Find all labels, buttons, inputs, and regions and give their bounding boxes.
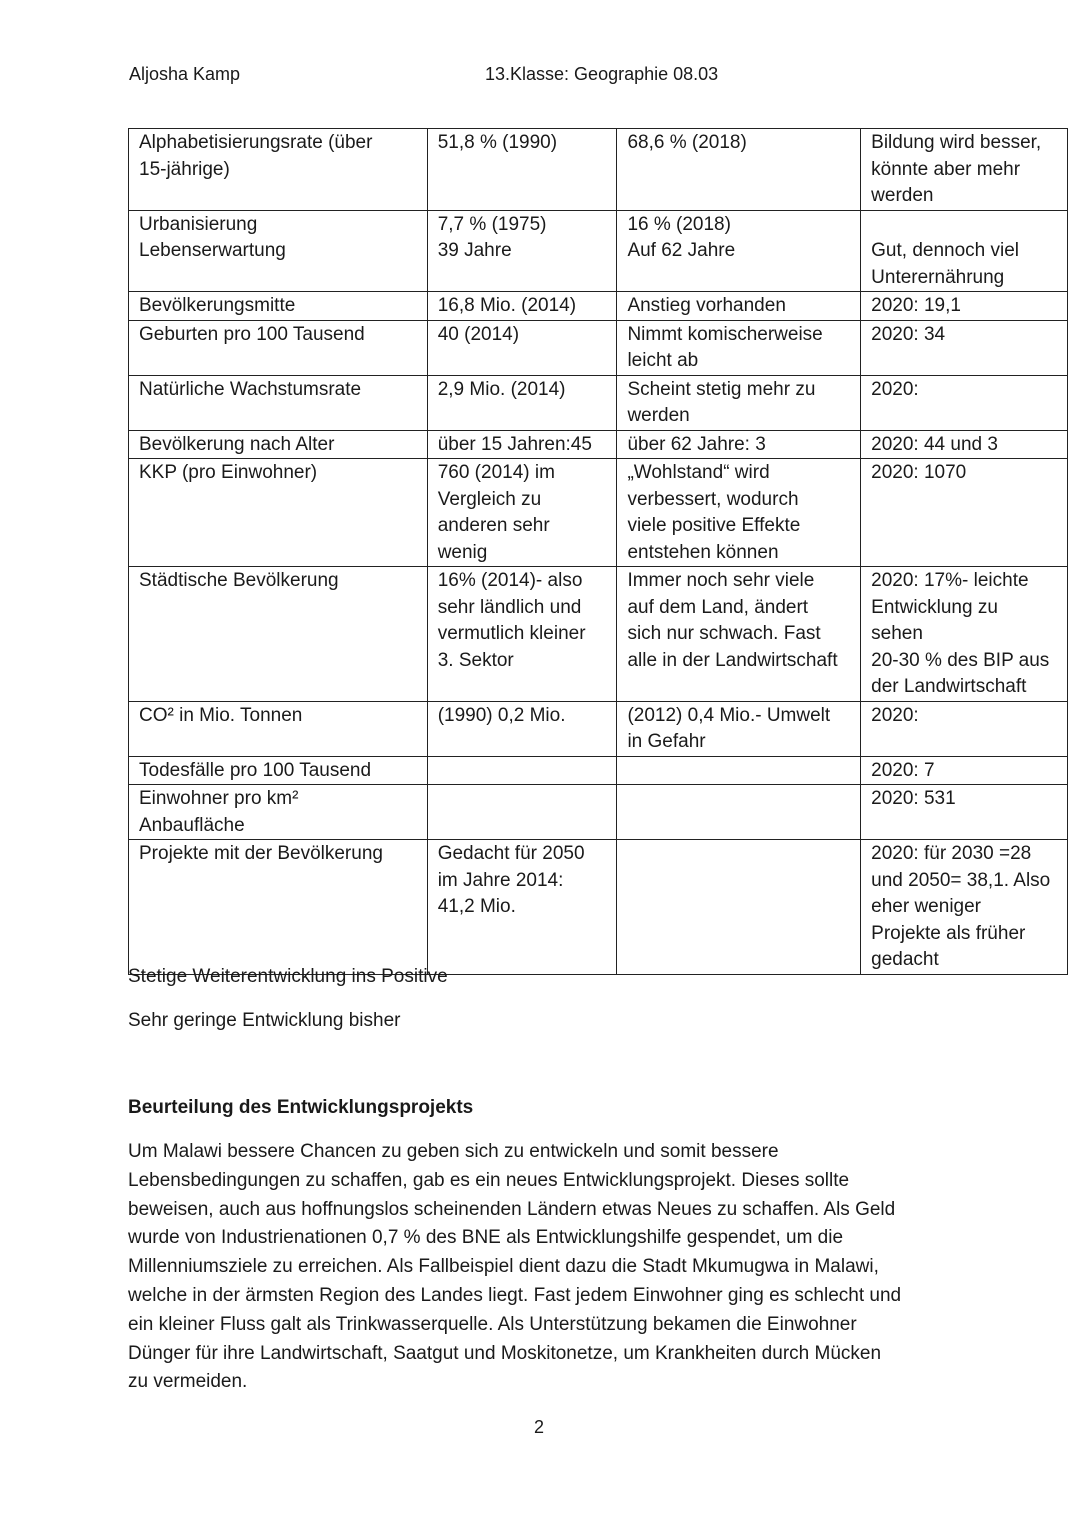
cell-text-line: könnte aber mehr — [871, 158, 1021, 180]
table-cell-assessment-2020 — [861, 210, 1068, 292]
cell-text-line: 2020: 1070 — [871, 462, 967, 483]
cell-text-line: anderen sehr — [437, 515, 550, 536]
cell-text-line: 51,8 % (1990) — [437, 132, 558, 153]
cell-text-line: Gut, dennoch viel — [871, 240, 1020, 261]
table-cell-value-early — [427, 459, 617, 567]
table-cell-indicator-label — [129, 375, 428, 430]
cell-text-line: 39 Jahre — [437, 240, 512, 261]
cell-text-line: Unterernährung — [871, 266, 1005, 288]
table-cell-value-late — [617, 756, 861, 785]
cell-text-line: 2020: 7 — [871, 759, 935, 781]
table-cell-value-late — [617, 210, 861, 292]
paragraph-line: wurde von Industrienationen 0,7 % des BNE als Entwicklungshilfe gespendet, um die — [128, 1227, 844, 1249]
table-cell-value-late — [617, 785, 861, 840]
cell-text-line — [627, 758, 852, 785]
table-row — [129, 701, 1068, 756]
table-cell-assessment-2020 — [861, 840, 1068, 975]
table-cell-assessment-2020 — [861, 320, 1068, 375]
table-cell-assessment-2020 — [861, 701, 1068, 756]
cell-text-line: entstehen können — [627, 541, 779, 563]
cell-text-line — [438, 786, 609, 813]
table-cell-indicator-label — [129, 210, 428, 292]
table-cell-value-late — [617, 701, 861, 756]
note-slow: Sehr geringe Entwicklung bisher — [128, 1010, 401, 1031]
cell-text-line: sehr ländlich und — [437, 596, 582, 618]
paragraph-line: Lebensbedingungen zu schaffen, gab es ein neues Entwicklungsprojekt. Dieses sollte — [128, 1169, 850, 1191]
cell-text-line: 40 (2014) — [437, 323, 520, 345]
cell-text-line: Scheint stetig mehr zu — [627, 378, 816, 400]
page-number: 2 — [534, 1417, 545, 1437]
cell-text-line: Nimmt komischerweise — [627, 323, 823, 345]
table-cell-indicator-label — [129, 459, 428, 567]
table-cell-value-late — [617, 375, 861, 430]
table-cell-indicator-label — [129, 785, 428, 840]
cell-text-line: leicht ab — [627, 350, 699, 371]
indicator-table-body — [129, 129, 1068, 975]
table-cell-assessment-2020 — [861, 375, 1068, 430]
cell-text-line: im Jahre 2014: — [437, 869, 564, 891]
cell-text-line: viele positive Effekte — [627, 515, 801, 536]
cell-text-line: sehen — [871, 623, 923, 644]
table-cell-value-early — [427, 840, 617, 975]
cell-text-line: über 15 Jahren:45 — [437, 433, 592, 455]
cell-text-line: 2020: — [871, 704, 919, 726]
paragraph-line: Millenniumsziele zu erreichen. Als Fallbeispiel dient dazu die Stadt Mkumugwa in Malawi, — [128, 1256, 879, 1278]
paragraph-line: ein kleiner Fluss galt als Trinkwasserquelle. Als Unterstützung bekamen die Einwohner — [128, 1313, 857, 1335]
table-cell-assessment-2020 — [861, 785, 1068, 840]
table-row — [129, 375, 1068, 430]
cell-text-line: 2020: 34 — [871, 323, 946, 345]
cell-text-line: 760 (2014) im — [437, 462, 555, 483]
table-cell-value-late — [617, 840, 861, 975]
cell-text-line: (1990) 0,2 Mio. — [437, 704, 566, 726]
table-cell-value-late — [617, 292, 861, 321]
cell-text-line — [871, 212, 1059, 239]
cell-text-line: in Gefahr — [627, 731, 706, 752]
cell-text-line: „Wohlstand“ wird — [627, 462, 770, 483]
paragraph-line: Um Malawi bessere Chancen zu geben sich zu entwickeln und somit bessere — [128, 1141, 779, 1162]
cell-text-line: 2020: 17%- leichte — [871, 570, 1029, 591]
cell-text-line: KKP (pro Einwohner) — [139, 462, 318, 483]
cell-text-line: Geburten pro 100 Tausend — [139, 323, 365, 345]
table-cell-value-late — [617, 567, 861, 702]
paragraph-line: beweisen, auch aus hoffnungslos scheinenden Ländern etwas Neues zu schaffen. Als Geld — [128, 1198, 896, 1220]
table-row — [129, 129, 1068, 211]
indicator-table — [128, 128, 1068, 975]
cell-text-line: Natürliche Wachstumsrate — [139, 378, 362, 400]
cell-text-line: 16% (2014)- also — [437, 570, 583, 591]
cell-text-line: Anbaufläche — [139, 814, 245, 836]
table-cell-value-early — [427, 320, 617, 375]
table-cell-value-early — [427, 567, 617, 702]
cell-text-line: werden — [871, 185, 934, 206]
table-row — [129, 756, 1068, 785]
cell-text-line: Auf 62 Jahre — [627, 240, 736, 261]
section-paragraph — [128, 1138, 948, 1397]
cell-text-line — [627, 841, 852, 868]
table-cell-indicator-label — [129, 840, 428, 975]
note-positive: Stetige Weiterentwicklung ins Positive — [128, 966, 448, 987]
table-cell-value-early — [427, 701, 617, 756]
cell-text-line: Bevölkerungsmitte — [139, 295, 296, 316]
cell-text-line: 16,8 Mio. (2014) — [437, 295, 577, 316]
table-cell-indicator-label — [129, 129, 428, 211]
cell-text-line: 16 % (2018) — [627, 213, 731, 235]
cell-text-line: CO² in Mio. Tonnen — [139, 704, 303, 726]
cell-text-line — [438, 758, 609, 785]
table-cell-indicator-label — [129, 701, 428, 756]
cell-text-line: 15-jährige) — [139, 158, 230, 180]
course-title: 13.Klasse: Geographie 08.03 — [485, 64, 719, 84]
table-cell-value-early — [427, 756, 617, 785]
cell-text-line: Städtische Bevölkerung — [139, 570, 339, 591]
cell-text-line: Lebenserwartung — [139, 240, 286, 261]
table-cell-indicator-label — [129, 292, 428, 321]
cell-text-line: der Landwirtschaft — [871, 676, 1027, 697]
cell-text-line: 2020: 531 — [871, 788, 956, 809]
cell-text-line: Vergleich zu — [437, 488, 542, 510]
table-cell-value-early — [427, 129, 617, 211]
table-cell-assessment-2020 — [861, 292, 1068, 321]
section-heading: Beurteilung des Entwicklungsprojekts — [128, 1097, 474, 1118]
cell-text-line: 2020: 19,1 — [871, 295, 961, 316]
cell-text-line: 68,6 % (2018) — [627, 132, 747, 153]
cell-text-line: alle in der Landwirtschaft — [627, 649, 838, 671]
cell-text-line: Einwohner pro km² — [139, 788, 299, 809]
table-cell-value-early — [427, 375, 617, 430]
cell-text-line: werden — [627, 405, 690, 426]
table-row — [129, 459, 1068, 567]
table-row — [129, 210, 1068, 292]
table-row — [129, 292, 1068, 321]
cell-text-line: Urbanisierung — [139, 213, 258, 235]
cell-text-line: 2020: — [871, 378, 919, 400]
table-cell-assessment-2020 — [861, 129, 1068, 211]
cell-text-line: verbessert, wodurch — [627, 488, 799, 510]
cell-text-line: 41,2 Mio. — [437, 896, 516, 917]
table-row — [129, 430, 1068, 459]
cell-text-line: Gedacht für 2050 — [437, 843, 585, 864]
cell-text-line — [627, 786, 852, 813]
table-row — [129, 785, 1068, 840]
cell-text-line: (2012) 0,4 Mio.- Umwelt — [627, 704, 831, 726]
cell-text-line: sich nur schwach. Fast — [627, 623, 821, 644]
table-cell-value-late — [617, 129, 861, 211]
table-cell-value-late — [617, 320, 861, 375]
cell-text-line: Projekte mit der Bevölkerung — [139, 843, 383, 864]
table-cell-value-early — [427, 292, 617, 321]
table-cell-assessment-2020 — [861, 430, 1068, 459]
table-cell-assessment-2020 — [861, 567, 1068, 702]
cell-text-line: 2020: für 2030 =28 — [871, 843, 1032, 864]
table-cell-indicator-label — [129, 567, 428, 702]
table-row — [129, 320, 1068, 375]
table-cell-indicator-label — [129, 430, 428, 459]
paragraph-line: zu vermeiden. — [128, 1371, 248, 1393]
cell-text-line: Alphabetisierungsrate (über — [139, 132, 373, 153]
paragraph-line: welche in der ärmsten Region des Landes liegt. Fast jedem Einwohner ging es schlecht und — [128, 1284, 902, 1306]
cell-text-line: Entwicklung zu — [871, 596, 998, 618]
paragraph-line: Dünger für ihre Landwirtschaft, Saatgut und Moskitonetze, um Krankheiten durch Mücken — [128, 1342, 882, 1364]
table-cell-assessment-2020 — [861, 756, 1068, 785]
cell-text-line: gedacht — [871, 949, 939, 970]
cell-text-line: Anstieg vorhanden — [627, 295, 786, 316]
author-name: Aljosha Kamp — [129, 64, 241, 84]
cell-text-line: 7,7 % (1975) — [437, 213, 547, 235]
cell-text-line: 3. Sektor — [437, 649, 514, 671]
cell-text-line: Bevölkerung nach Alter — [139, 433, 335, 455]
cell-text-line: Bildung wird besser, — [871, 132, 1042, 153]
table-cell-value-early — [427, 785, 617, 840]
cell-text-line: wenig — [437, 541, 488, 563]
table-row — [129, 840, 1068, 975]
cell-text-line: vermutlich kleiner — [437, 623, 586, 644]
cell-text-line: auf dem Land, ändert — [627, 596, 809, 618]
cell-text-line: Immer noch sehr viele — [627, 570, 815, 591]
table-cell-indicator-label — [129, 756, 428, 785]
table-cell-value-late — [617, 459, 861, 567]
cell-text-line: Projekte als früher — [871, 922, 1026, 944]
table-row — [129, 567, 1068, 702]
cell-text-line: und 2050= 38,1. Also — [871, 869, 1051, 891]
table-cell-indicator-label — [129, 320, 428, 375]
cell-text-line: 2,9 Mio. (2014) — [437, 378, 566, 400]
page-header — [129, 64, 1020, 90]
table-cell-assessment-2020 — [861, 459, 1068, 567]
cell-text-line: 2020: 44 und 3 — [871, 433, 998, 455]
table-cell-value-early — [427, 430, 617, 459]
cell-text-line: Todesfälle pro 100 Tausend — [139, 759, 372, 781]
cell-text-line: 20-30 % des BIP aus — [871, 649, 1050, 671]
table-cell-value-late — [617, 430, 861, 459]
table-cell-value-early — [427, 210, 617, 292]
cell-text-line: eher weniger — [871, 896, 981, 917]
cell-text-line: über 62 Jahre: 3 — [627, 433, 766, 455]
